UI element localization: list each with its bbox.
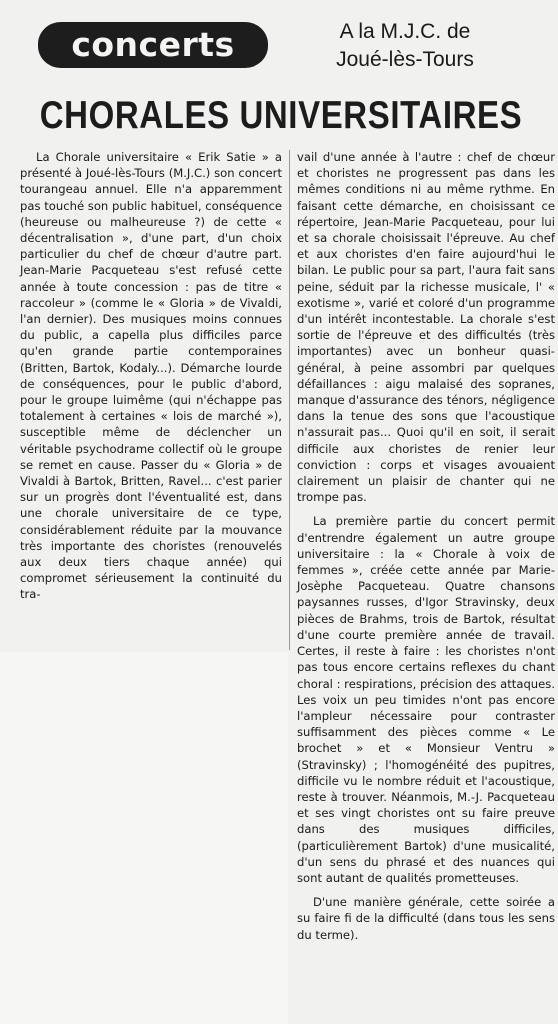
column-divider <box>289 150 290 650</box>
article-paragraph: La Chorale universitaire « Erik Satie » a présenté à Joué-lès-Tours (M.J.C.) son concert tourangeau annuel. Elle n'a apparemment pas touché son public habituel, conséquence (heureuse ou malheureuse ?) de cette « décentralisation », d'une part, d'un choix particulier du chef de chœur d'autre part. Jean-Marie Pacqueteau s'est refusé cette année à toute concession : pas de titre « raccoleur » (comme le « Gloria » de Vivaldi, l'an dernier). Des musiques moins connues du public, a capella plus difficiles parce qu'en grande partie contemporaines (Britten, Bartok, Kodaly...). Démarche lourde de conséquences, pour le public d'abord, pour le groupe luimême (qui n'échappe pas totalement à certaines « lois de marché »), susceptible même de déclencher un véritable psychodrame collectif où le groupe se remet en cause. Passer du « Gloria » de Vivaldi à Bartok, Britten, Ravel... c'est parier sur un progrès dont l'éventualité est, dans une chorale universitaire de ce type, considérablement réduite par la mouvance très importante des choristes (renouvelés aux deux tiers chaque année) qui compromet sérieusement la continuité du tra- <box>20 150 282 602</box>
article-headline: CHORALES UNIVERSITAIRES <box>39 92 523 137</box>
event-location <box>280 18 530 74</box>
blank-paper-area <box>0 652 288 1024</box>
rubric-badge: concerts <box>38 22 268 68</box>
article-column-right <box>297 149 555 943</box>
location-line-1: A la M.J.C. de <box>339 20 471 43</box>
article-paragraph: La première partie du concert permit d'entrendre également un autre groupe universitaire : la « Chorale à voix de femmes », créée cette année par Marie-Josèphe Pacqueteau. Quatre chansons paysannes russes, d'Igor Stravinsky, deux pièces de Brahms, trois de Bartok, résultat d'une courte première année de travail. Certes, il reste à faire : les choristes n'ont pas tous encore certains reflexes du chant choral : respirations, précision des attaques. Les voix un peu timides n'ont pas encore l'ampleur nécessaire pour contraster suffisamment des pièces comme « Le brochet » et « Monsieur Ventru » (Stravinsky) ; l'homogénéité des pupitres, difficile vu le nombre réduit et l'acoustique, reste à trouver. Néanmois, M.-J. Pacqueteau et ses vingt choristes ont su faire preuve dans des musiques difficiles, (particulièrement Bartok) d'une musicalité, d'un sens du phrasé et des nuances qui sont autant de qualités prometteuses. <box>297 514 556 885</box>
article-column-left <box>20 149 282 603</box>
article-paragraph: vail d'une année à l'autre : chef de chœur et choristes ne progressent pas dans les mêmes conditions ni au même rythme. En faisant cette démarche, en choisissant ce répertoire, Jean-Marie Pacqueteau, pour lui et sa chorale choisissait l'épreuve. Au chef et aux choristes d'en faire aujourd'hui le bilan. Le public pour sa part, l'aura fait sans peine, séduit par la richesse musicale, l' « exotisme », varié et coloré d'un programme d'un intérêt incontestable. La chorale s'est sortie de l'épreuve et des difficultés (très importantes) avec un bonheur quasi-général, à peine assombri par quelques défaillances : aigu malaisé des sopranes, manque d'assurance des ténors, négligence dans la tenue des sons que l'acoustique n'assurait pas... Quoi qu'il en soit, il serait difficile aux choristes de renier leur conviction : corps et visages avouaient clairement un plaisir de chanter qui ne trompe pas. <box>297 150 555 505</box>
location-line-2: Joué-lès-Tours <box>336 48 474 71</box>
article-paragraph: D'une manière générale, cette soirée a su faire fi de la difficulté (dans tous les sens du terme). <box>297 895 555 942</box>
